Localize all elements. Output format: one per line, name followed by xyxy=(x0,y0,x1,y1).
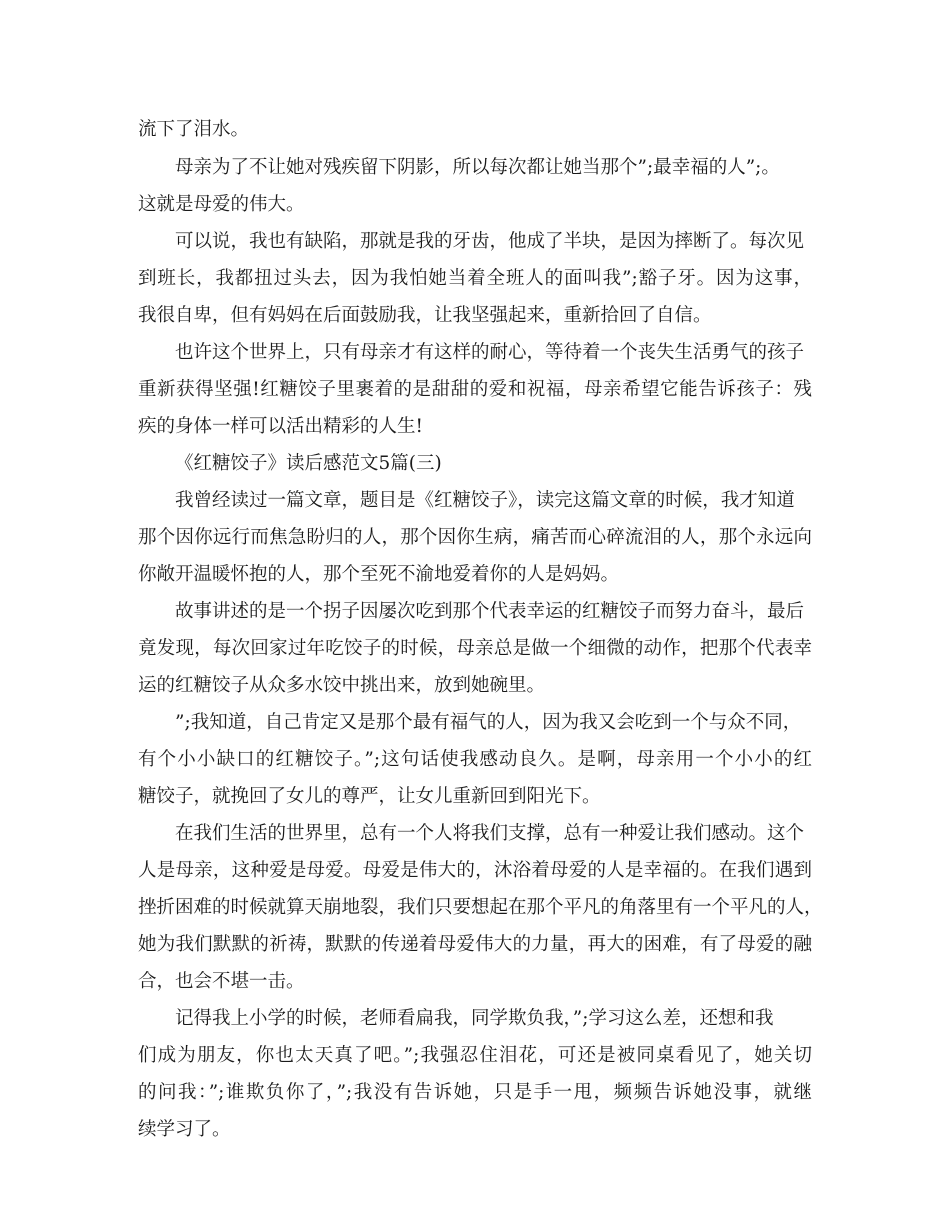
text-line: 这就是母爱的伟大。 xyxy=(138,194,305,215)
text-line: 你敞开温暖怀抱的人，那个至死不渝地爱着你的人是妈妈。 xyxy=(138,564,620,585)
text-line: 故事讲述的是一个拐子因屡次吃到那个代表幸运的红糖饺子而努力奋斗，最后 xyxy=(175,601,805,622)
text-line: 挫折困难的时候就算天崩地裂，我们只要想起在那个平凡的角落里有一个平凡的人， xyxy=(138,897,823,918)
text-line: 我很自卑，但有妈妈在后面鼓励我，让我坚强起来，重新拾回了自信。 xyxy=(138,305,712,326)
text-line: 到班长，我都扭过头去，因为我怕她当着全班人的面叫我”;豁子牙。因为这事， xyxy=(138,268,812,289)
text-line: 她为我们默默的祈祷，默默的传递着母爱伟大的力量，再大的困难，有了母爱的融 xyxy=(138,934,812,955)
text-line: ”;我知道，自己肯定又是那个最有福气的人，因为我又会吃到一个与众不同， xyxy=(175,712,802,733)
text-line: 们成为朋友，你也太天真了吧。”;我强忍住泪花，可还是被同桌看见了，她关切 xyxy=(138,1045,812,1066)
text-line: 我曾经读过一篇文章，题目是《红糖饺子》，读完这篇文章的时候，我才知道 xyxy=(175,490,795,511)
text-line: 在我们生活的世界里，总有一个人将我们支撑，总有一种爱让我们感动。这个 xyxy=(175,823,805,844)
text-line: 续学习了。 xyxy=(138,1119,231,1140)
text-line: 合，也会不堪一击。 xyxy=(138,971,305,992)
section-heading: 《红糖饺子》读后感范文5篇(三) xyxy=(175,453,442,474)
text-line: 也许这个世界上，只有母亲才有这样的耐心，等待着一个丧失生活勇气的孩子 xyxy=(175,342,805,363)
text-line: 可以说，我也有缺陷，那就是我的牙齿，他成了半块，是因为摔断了。每次见 xyxy=(175,231,805,252)
text-line: 重新获得坚强!红糖饺子里裹着的是甜甜的爱和祝福，母亲希望它能告诉孩子：残 xyxy=(138,379,812,400)
text-line: 运的红糖饺子从众多水饺中挑出来，放到她碗里。 xyxy=(138,675,546,696)
text-line: 流下了泪水。 xyxy=(138,119,250,140)
text-line: 的问我：”;谁欺负你了，”;我没有告诉她，只是手一甩，频频告诉她没事，就继 xyxy=(138,1082,812,1103)
text-line: 记得我上小学的时候，老师看扁我，同学欺负我，”;学习这么差，还想和我 xyxy=(175,1008,774,1029)
text-line: 那个因你远行而焦急盼归的人，那个因你生病，痛苦而心碎流泪的人，那个永远向 xyxy=(138,527,812,548)
text-line: 竟发现，每次回家过年吃饺子的时候，母亲总是做一个细微的动作，把那个代表幸 xyxy=(138,638,812,659)
text-line: 母亲为了不让她对残疾留下阴影，所以每次都让她当那个”;最幸福的人”;。 xyxy=(175,157,780,178)
text-line: 糖饺子，就挽回了女儿的尊严，让女儿重新回到阳光下。 xyxy=(138,786,601,807)
text-line: 人是母亲，这种爱是母爱。母爱是伟大的，沐浴着母爱的人是幸福的。在我们遇到 xyxy=(138,860,812,881)
text-line: 疾的身体一样可以活出精彩的人生! xyxy=(138,416,423,437)
text-line: 有个小小缺口的红糖饺子。”;这句话使我感动良久。是啊，母亲用一个小小的红 xyxy=(138,749,812,770)
